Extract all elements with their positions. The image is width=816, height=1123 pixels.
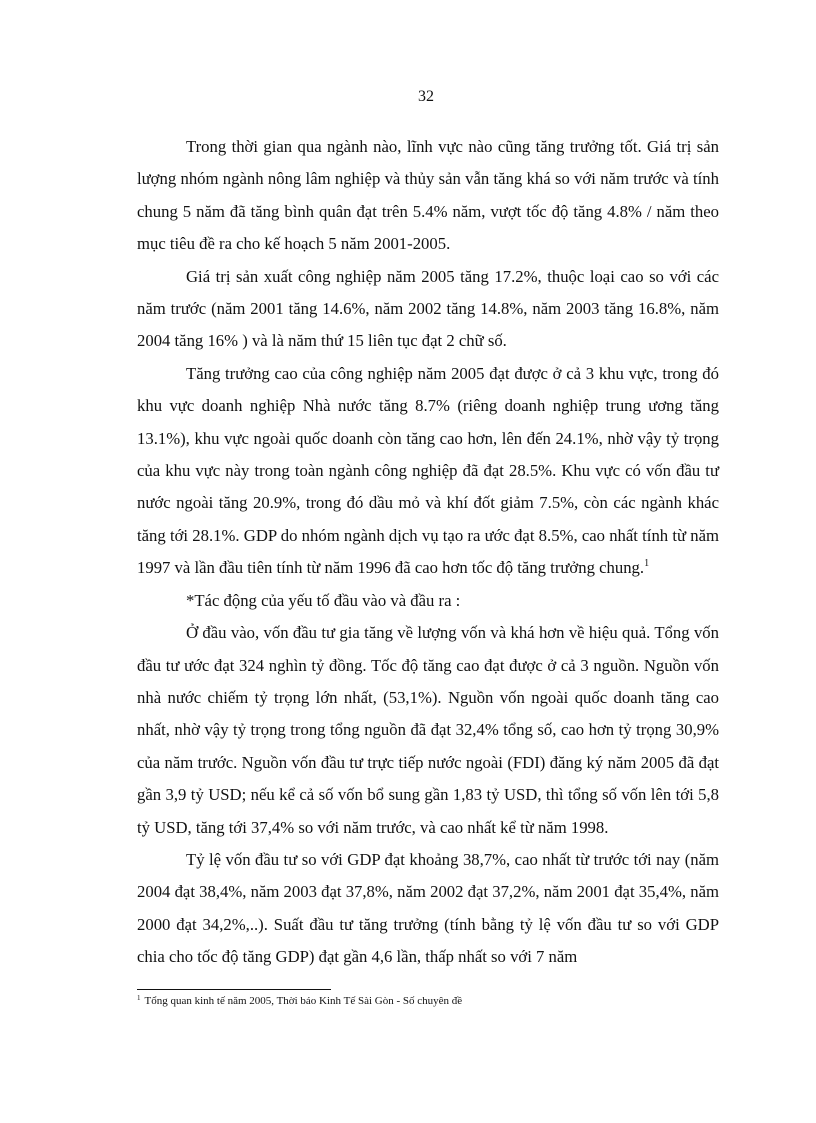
footnote-divider: [137, 989, 331, 990]
paragraph-input-output-heading: *Tác động của yếu tố đầu vào và đầu ra :: [186, 590, 461, 610]
paragraph-sector-growth-text: Tăng trưởng cao của công nghiệp năm 2005 đạt được ở cả 3 khu vực, trong đó khu vực doanh nghiệp Nhà nước tăng 8.7% (riêng doanh nghiệp trung ương tăng 13.1%), khu vực ngoài quốc doanh còn tăng cao hơn, lên đến 24.1%, nhờ vậy tỷ trọng của khu vực này trong toàn ngành công nghiệp đã đạt 28.5%. Khu vực có vốn đầu tư nước ngoài tăng 20.9%, trong đó dầu mỏ và khí đốt giảm 7.5%, còn các ngành khác tăng tới 28.1%. GDP do nhóm ngành dịch vụ tạo ra ước đạt 8.5%, cao nhất tính từ năm 1997 và lần đầu tiên tính từ năm 1996 đã cao hơn tốc độ tăng trưởng chung.: [137, 363, 719, 578]
body-text: [137, 131, 719, 974]
footnote-marker: 1: [137, 994, 141, 1002]
paragraph-sector-growth: [137, 358, 719, 585]
paragraph-investment-ratio: Tỷ lệ vốn đầu tư so với GDP đạt khoảng 38,7%, cao nhất từ trước tới nay (năm 2004 đạt 38,4%, năm 2003 đạt 37,8%, năm 2002 đạt 37,2%, năm 2001 đạt 35,4%, năm 2000 đạt 34,2%,..). Suất đầu tư tăng trưởng (tính bằng tỷ lệ vốn đầu tư so với GDP chia cho tốc độ tăng GDP) đạt gần 4,6 lần, thấp nhất so với 7 năm: [137, 849, 719, 967]
page-number: 32: [418, 88, 434, 105]
footnote-text: Tổng quan kinh tế năm 2005, Thời báo Kinh Tế Sài Gòn - Số chuyên đề: [144, 995, 463, 1007]
paragraph-industrial-output: Giá trị sản xuất công nghiệp năm 2005 tăng 17.2%, thuộc loại cao so với các năm trước (năm 2001 tăng 14.6%, năm 2002 tăng 14.8%, năm 2003 tăng 16.8%, năm 2004 tăng 16% ) và là năm thứ 15 liên tục đạt 2 chữ số.: [137, 266, 719, 351]
paragraph-investment-capital: Ở đầu vào, vốn đầu tư gia tăng về lượng vốn và khá hơn về hiệu quả. Tổng vốn đầu tư ước đạt 324 nghìn tỷ đồng. Tốc độ tăng cao đạt được ở cả 3 nguồn. Nguồn vốn nhà nước chiếm tỷ trọng lớn nhất, (53,1%). Nguồn vốn ngoài quốc doanh tăng cao nhất, nhờ vậy tỷ trọng trong tổng nguồn đã đạt 32,4% tổng số, cao hơn tỷ trọng 30,9% của năm trước. Nguồn vốn đầu tư trực tiếp nước ngoài (FDI) đăng ký năm 2005 đã đạt gần 3,9 tỷ USD; nếu kể cả số vốn bổ sung gần 1,83 tỷ USD, thì tổng số vốn lên tới 5,8 tỷ USD, tăng tới 37,4% so với năm trước, và cao nhất kể từ năm 1998.: [137, 623, 719, 837]
footnote-reference: 1: [644, 558, 650, 570]
footnote: [137, 993, 719, 1009]
paragraph-growth-overview: Trong thời gian qua ngành nào, lĩnh vực nào cũng tăng trưởng tốt. Giá trị sản lượng nhóm ngành nông lâm nghiệp và thủy sản vẫn tăng khá so với năm trước và tính chung 5 năm đã tăng bình quân đạt trên 5.4% năm, vượt tốc độ tăng 4.8% / năm theo mục tiêu đề ra cho kế hoạch 5 năm 2001-2005.: [137, 137, 719, 254]
